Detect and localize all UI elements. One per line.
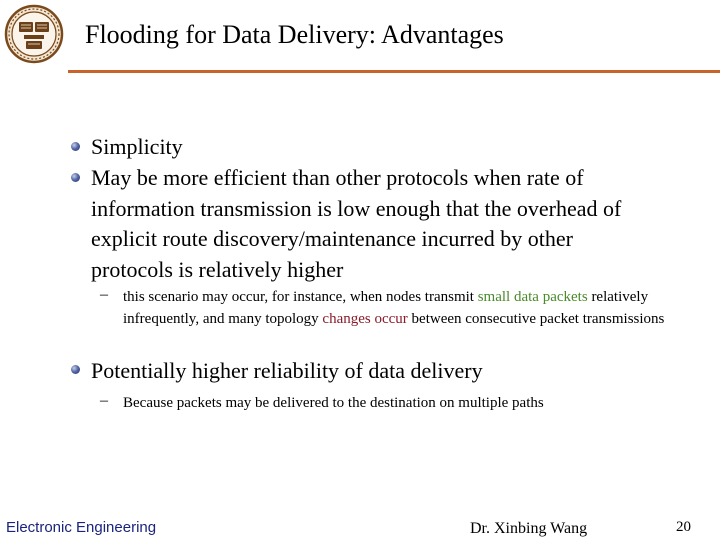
bullet-efficiency: May be more efficient than other protocols when rate of information transmission is low enough that the overhead of explicit route discovery/maintenance incurred by other protocols is relatively higher: [91, 165, 622, 282]
sub-bullet-text-part3: between consecutive packet transmissions: [407, 310, 665, 327]
sub-bullet-text-part2: relatively infrequently, and many topology: [123, 289, 649, 327]
bullet-reliability: Potentially higher reliability of data delivery: [91, 358, 483, 383]
sub-bullet-scenario: [123, 287, 683, 330]
university-logo-icon: [4, 4, 64, 64]
sub-bullet-multipath: Because packets may be delivered to the destination on multiple paths: [123, 395, 544, 411]
title-divider: [68, 70, 720, 73]
bullet-icon: [71, 173, 80, 182]
bullet-icon: [71, 142, 80, 151]
slide-title: Flooding for Data Delivery: Advantages: [85, 20, 504, 49]
highlight-small-data-packets: small data packets: [477, 289, 588, 305]
sub-bullet-dash: –: [100, 286, 108, 303]
highlight-changes-occur: changes occur: [322, 310, 408, 327]
bullet-icon: [71, 365, 80, 374]
sub-bullet-text-part1: this scenario may occur, for instance, when nodes transmit: [123, 289, 478, 305]
bullet-simplicity: Simplicity: [91, 134, 183, 159]
footer-author: Dr. Xinbing Wang: [470, 520, 588, 537]
sub-bullet-dash: –: [100, 392, 108, 409]
footer-department: Electronic Engineering: [6, 519, 157, 536]
page-number: 20: [676, 519, 691, 535]
